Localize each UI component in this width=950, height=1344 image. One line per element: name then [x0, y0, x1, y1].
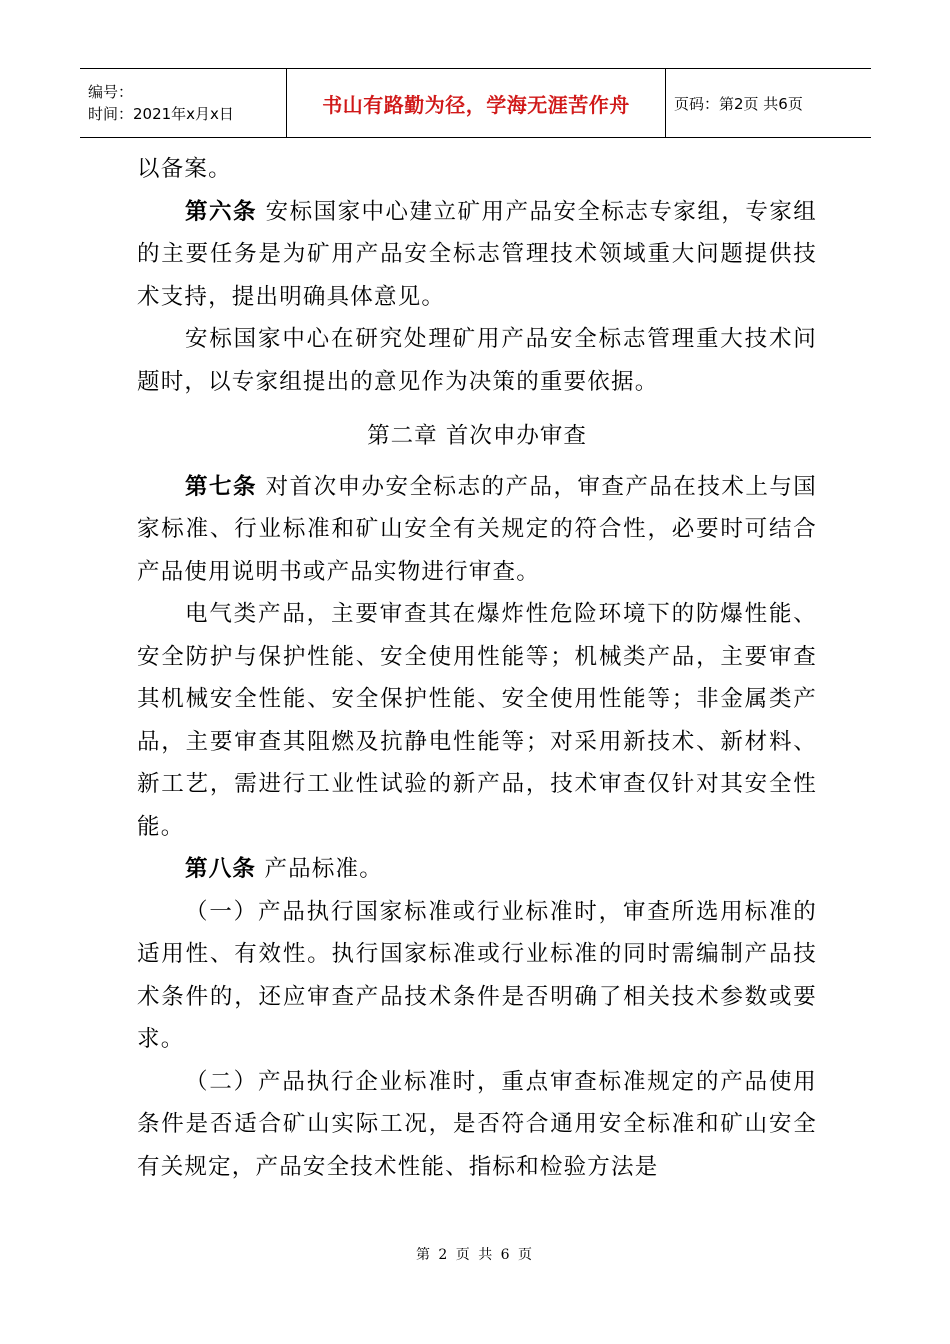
- number-label: 编号：: [88, 83, 134, 101]
- page-header: [80, 68, 871, 138]
- chapter-title: 第二章 首次申办审查: [367, 423, 587, 449]
- header-page-cell: [666, 69, 871, 137]
- paragraph: 安标国家中心在研究处理矿用产品安全标志管理重大技术问题时，以专家组提出的意见作为决策的重要依据。: [137, 326, 817, 395]
- article-heading: 第七条: [185, 473, 257, 500]
- header-motto: 书山有路勤为径，学海无涯苦作舟: [322, 92, 630, 117]
- article-six: 第六条 安标国家中心建立矿用产品安全标志专家组，专家组的主要任务是为矿用产品安全标志管理技术领域重大问题提供技术支持，提出明确具体意见。: [137, 198, 818, 310]
- article-eight: 第八条 产品标准。: [185, 856, 383, 882]
- page-footer: 第 2 页 共 6 页: [415, 1247, 535, 1263]
- paragraph: 电气类产品，主要审查其在爆炸性危险环境下的防爆性能、安全防护与保护性能、安全使用性能等；机械类产品，主要审查其机械安全性能、安全保护性能、安全使用性能等；非金属类产品，主要审查其阻燃及抗静电性能等；对采用新技术、新材料、新工艺，需进行工业性试验的新产品，技术审查仅针对其安全性能。: [137, 601, 817, 840]
- header-motto-cell: [287, 69, 666, 137]
- header-meta: [80, 69, 287, 137]
- article-seven: 第七条 对首次申办安全标志的产品，审查产品在技术上与国家标准、行业标准和矿山安全有关规定的符合性，必要时可结合产品使用说明书或产品实物进行审查。: [137, 473, 818, 585]
- time-label: 时间：2021年x月x日: [88, 105, 234, 123]
- clause-two: （二）产品执行企业标准时，重点审查标准规定的产品使用条件是否适合矿山实际工况，是否符合通用安全标准和矿山安全有关规定，产品安全技术性能、指标和检验方法是: [137, 1068, 817, 1180]
- paragraph-continuation: 以备案。: [137, 156, 232, 182]
- article-heading: 第六条: [185, 198, 257, 225]
- document-body: [137, 148, 817, 1188]
- page-info: 页码：第2页 共6页: [674, 94, 803, 113]
- clause-one: （一）产品执行国家标准或行业标准时，审查所选用标准的适用性、有效性。执行国家标准或行业标准的同时需编制产品技术条件的，还应审查产品技术条件是否明确了相关技术参数或要求。: [137, 898, 817, 1052]
- article-heading: 第八条: [185, 856, 257, 882]
